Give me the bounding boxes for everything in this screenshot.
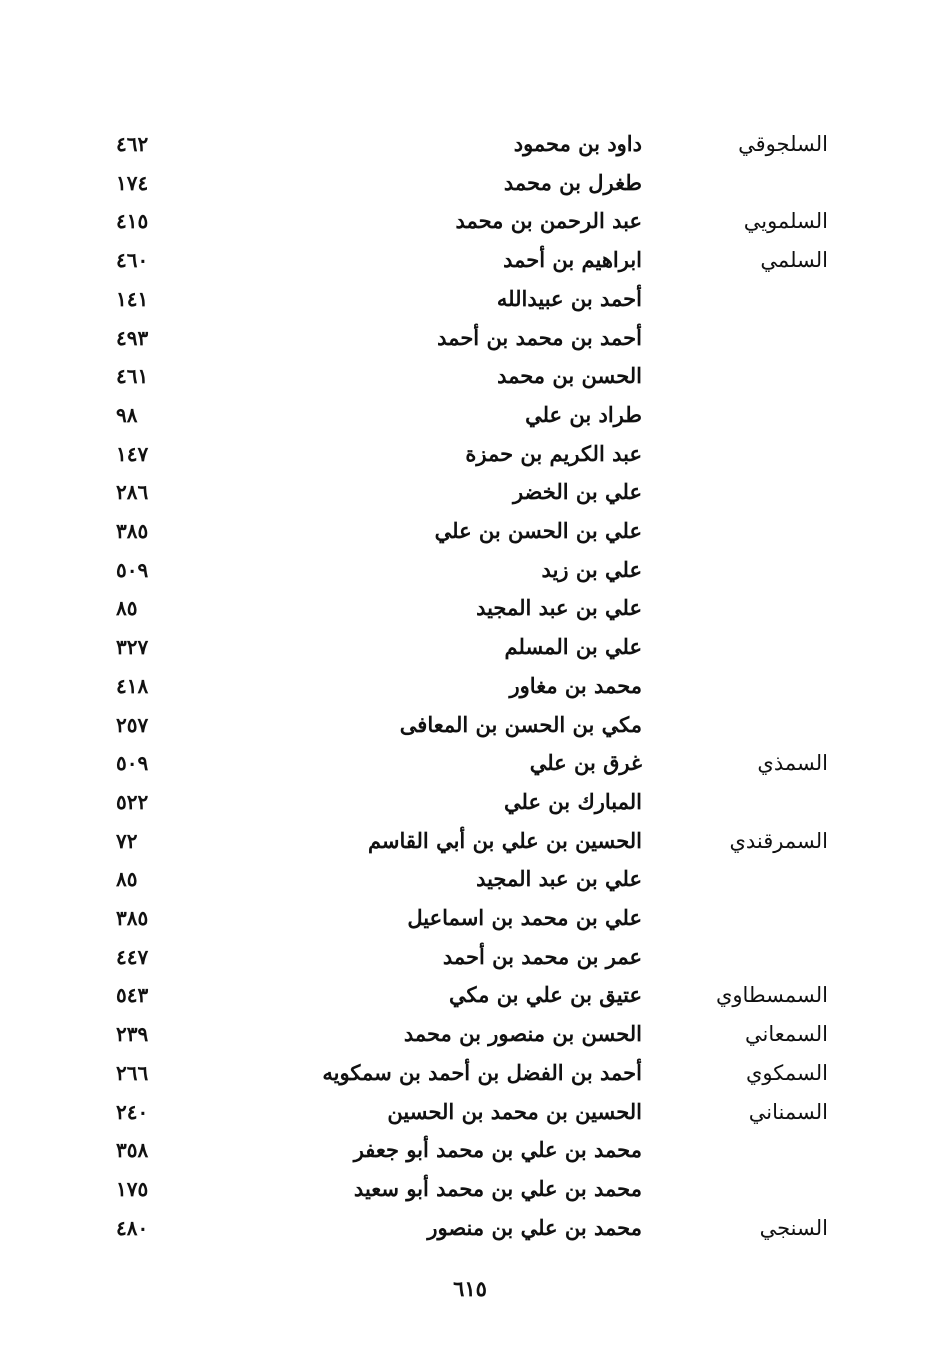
index-entry [0,1209,940,1247]
index-entry [0,551,940,589]
entry-page-number: ١٤٧ [116,441,149,466]
entry-page-number: ٨٥ [116,867,138,892]
entry-name: الحسين بن محمد بن الحسين [387,1098,642,1124]
entry-name: علي بن عبد المجيد [476,866,642,892]
index-entry [0,589,940,627]
entry-nisba [648,589,828,627]
entry-name: عبد الكريم بن حمزة [465,440,642,466]
index-entry [0,860,940,898]
index-entry [0,1170,940,1208]
entry-nisba [648,357,828,395]
index-entry [0,1015,940,1053]
entry-name: أحمد بن محمد بن أحمد [437,324,642,350]
entry-nisba [648,396,828,434]
entry-page-number: ٤٦٠ [116,248,149,273]
index-entry [0,164,940,202]
entry-nisba: السمناني [748,1099,828,1124]
entry-nisba [648,280,828,318]
entry-page-number: ١٤١ [116,286,149,311]
entry-name: أحمد بن عبيدالله [496,285,642,311]
index-entry [0,319,940,357]
entry-name: عمر بن محمد بن أحمد [442,943,642,969]
entry-page-number: ١٧٤ [116,170,149,195]
index-entry [0,822,940,860]
entry-page-number: ٤٦٢ [116,132,149,156]
entry-nisba [648,706,828,744]
index-entry [0,1093,940,1131]
entry-page-number: ٣٢٧ [116,635,149,660]
entry-page-number: ٨٥ [116,596,138,621]
entry-name: غرق بن علي [529,750,642,776]
index-entry [0,899,940,937]
entry-name: المبارك بن علي [504,788,642,814]
entry-nisba [648,667,828,705]
entry-nisba [648,164,828,202]
entry-name: علي بن زيد [541,556,642,582]
entry-name: الحسين بن علي بن أبي القاسم [367,827,642,853]
index-entry [0,396,940,434]
entry-page-number: ٣٨٥ [116,906,149,930]
entry-name: محمد بن علي بن محمد أبو سعيد [353,1175,642,1201]
index-entry [0,667,940,705]
entry-name: الحسن بن محمد [497,363,642,389]
entry-page-number: ٤٩٣ [116,325,149,350]
entry-name: علي بن عبد المجيد [476,595,642,621]
entry-nisba [648,938,828,976]
entry-name: محمد بن مغاور [509,672,642,698]
entry-page-number: ٤١٥ [116,209,149,234]
entry-page-number: ٤٤٧ [116,944,149,969]
index-entry [0,473,940,511]
entry-nisba [648,783,828,821]
entry-nisba: السمسطاوي [715,983,828,1008]
entry-page-number: ٧٢ [116,828,138,853]
entry-nisba: السلجوقي [738,132,828,156]
entry-nisba: السمذي [757,751,828,776]
index-entry [0,976,940,1014]
entry-nisba: السلمويي [743,209,828,234]
entry-page-number: ٣٨٥ [116,519,149,543]
entry-nisba [648,860,828,898]
entry-page-number: ٥٢٢ [116,789,149,814]
entry-nisba [648,473,828,511]
entry-name: علي بن المسلم [504,634,642,660]
entry-name: طغرل بن محمد [503,169,642,195]
entry-nisba: السمعاني [745,1022,828,1047]
entry-name: علي بن الخضر [512,479,642,505]
entry-page-number: ٢٥٧ [116,712,149,737]
entry-nisba [648,435,828,473]
entry-page-number: ٤٨٠ [116,1215,149,1240]
entry-name: علي بن محمد بن اسماعيل [407,905,642,930]
entry-name: الحسن بن منصور بن محمد [403,1021,642,1047]
entry-page-number: ٢٤٠ [116,1099,149,1124]
index-entry [0,280,940,318]
index-entry [0,938,940,976]
index-entry [0,1131,940,1169]
entry-page-number: ٢٦٦ [116,1060,149,1085]
entry-nisba [648,1170,828,1208]
entry-page-number: ٤١٨ [116,673,149,698]
index-entry [0,628,940,666]
entry-name: مكي بن الحسن بن المعافى [399,711,642,737]
entry-name: محمد بن علي بن منصور [427,1214,642,1240]
index-entry [0,512,940,550]
entry-page-number: ٩٨ [116,402,138,427]
entry-name: عبد الرحمن بن محمد [455,208,642,234]
entry-page-number: ٤٦١ [116,364,149,389]
entry-name: علي بن الحسن بن علي [434,518,642,543]
entry-nisba [648,512,828,550]
entry-page-number: ٢٣٩ [116,1022,149,1047]
index-entry [0,783,940,821]
entry-nisba [648,628,828,666]
entry-nisba [648,319,828,357]
entry-nisba: السلمي [760,248,828,273]
entry-page-number: ٢٨٦ [116,480,149,505]
entry-page-number: ٥٠٩ [116,557,149,582]
entry-nisba: السنجي [759,1215,828,1240]
page-number: ٦١٥ [453,1276,487,1301]
index-entry [0,706,940,744]
entry-name: أحمد بن الفضل بن أحمد بن سمكويه [322,1059,642,1085]
entry-nisba: السمرقندي [729,828,828,853]
index-entry [0,241,940,279]
entry-nisba [648,1131,828,1169]
index-entry [0,357,940,395]
entry-nisba [648,899,828,937]
entry-name: محمد بن علي بن محمد أبو جعفر [353,1137,642,1163]
index-entry [0,125,940,163]
index-entry [0,202,940,240]
index-entry [0,744,940,782]
entry-page-number: ١٧٥ [116,1176,149,1201]
entry-nisba: السمكوي [746,1060,828,1085]
index-entry [0,435,940,473]
entry-page-number: ٣٥٨ [116,1138,149,1163]
entry-name: داود بن محمود [513,131,642,156]
entry-name: عتيق بن علي بن مكي [449,982,642,1008]
index-entry [0,1054,940,1092]
entry-page-number: ٥٤٣ [116,983,149,1008]
entry-name: طراد بن علي [525,401,642,427]
entry-nisba [648,551,828,589]
entry-name: ابراهيم بن أحمد [503,247,642,273]
entry-page-number: ٥٠٩ [116,751,149,776]
